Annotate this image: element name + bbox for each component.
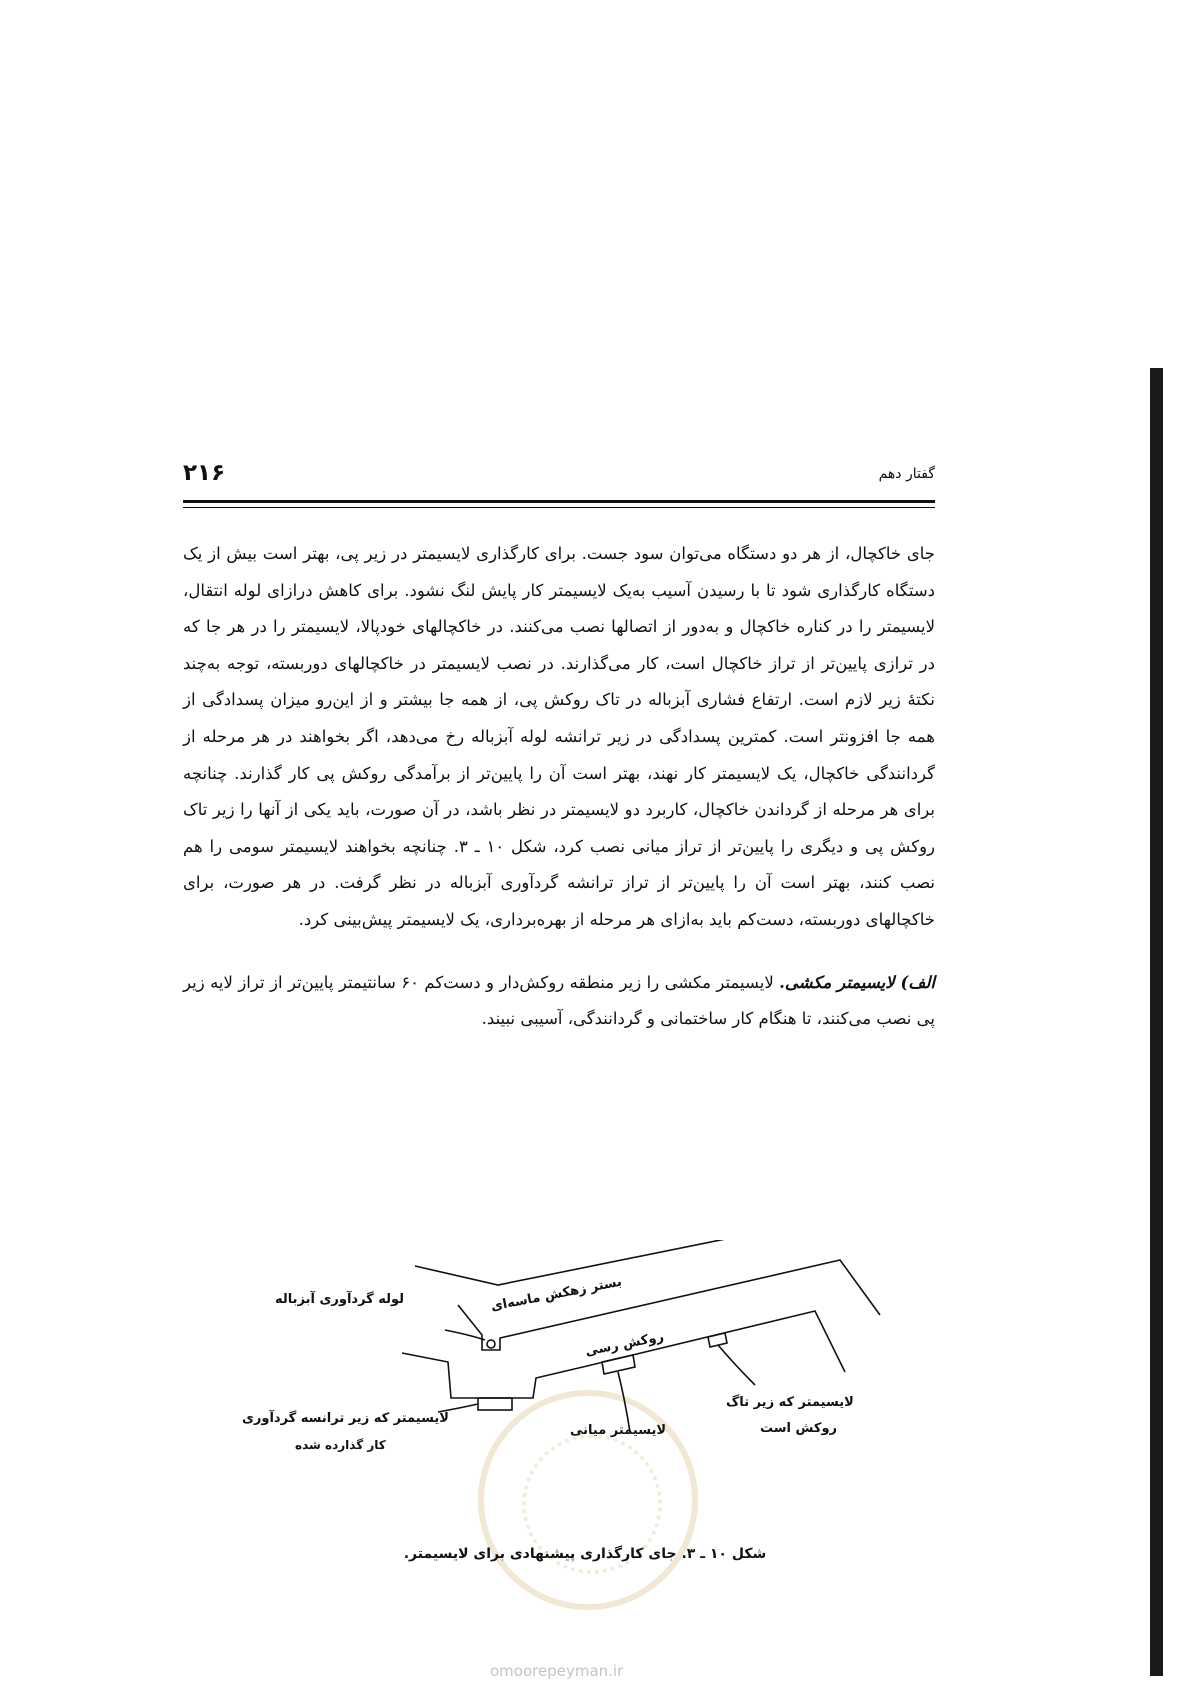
label-sand-bed: بستر زهکش ماسه‌ای xyxy=(489,1274,624,1315)
figure-caption: شکل ۱۰ ـ ۳. جای کارگذاری پیشنهادی برای لایسیمتر. xyxy=(403,1546,767,1562)
label-crest-lysimeter-line-2: روکش است xyxy=(760,1421,838,1436)
label-trench-lysimeter-line-2: کار گذارده شده xyxy=(295,1438,386,1452)
running-head: گفتار دهم xyxy=(878,466,935,482)
paragraph-1: جای خاکچال، از هر دو دستگاه می‌توان سود جست. برای کارگذاری لایسیمتر در زیر پی، بهتر است بیش از یک دستگاه کارگذاری شود تا با رسیدن آسیب به‌یک لایسیمتر کار پایش لنگ نشود. برای کاهش درازای لوله انتقال، لایسیمتر را در کناره خاکچال و به‌دور از اتصالها نصب می‌کنند. در خاکچالهای خودپالا، لایسیمتر را در هر جا که در ترازی پایین‌تر از تراز خاکچال است، کار می‌گذارند. در نصب لایسیمتر در خاکچالهای دوربسته، توجه به‌چند نکتهٔ زیر لازم است. ارتفاع فشاری آبزباله در تاک روکش پی، از همه جا بیشتر و از این‌رو میزان پسدادگی از همه جا افزونتر است. کمترین پسدادگی در زیر ترانشه لوله آبزباله رخ می‌دهد، اگر بخواهند در هر مرحله از گردانندگی خاکچال، یک لایسیمتر کار نهند، بهتر است آن را پایین‌تر از برآمدگی روکش پی کار گذارند. چنانچه برای هر مرحله از گرداندن خاکچال، کاربرد دو لایسیمتر در نظر باشد، در آن صورت، باید یکی از آنها را زیر تاک روکش پی و دیگری را پایین‌تر از تراز میانی نصب کرد، شکل ۱۰ ـ ۳. چنانچه بخواهند لایسیمتر سومی را هم نصب کنند، بهتر است آن را پایین‌تر از تراز ترانشه گردآوری آبزباله در نظر گرفت. در هر صورت، برای خاکچالهای دوربسته، دست‌کم باید به‌ازای هر مرحله از بهره‌برداری، یک لایسیمتر پیش‌بینی کرد. xyxy=(183,544,936,929)
trench-lysimeter-box xyxy=(478,1398,512,1410)
watermark-url: omoorepeyman.ir xyxy=(490,1662,624,1680)
page-header xyxy=(183,460,935,500)
header-rule-thick xyxy=(183,500,935,503)
label-collection-pipe: لوله گردآوری آبزباله xyxy=(275,1292,405,1307)
leader-crest xyxy=(718,1345,755,1385)
page-number: ۲۱۶ xyxy=(183,460,226,486)
label-middle-lysimeter: لایسیمتر میانی xyxy=(570,1423,667,1438)
paragraph-2 xyxy=(183,965,935,1038)
paragraph-2-text: لایسیمتر مکشی را زیر منطقه روکش‌دار و دست‌کم ۶۰ سانتیمتر پایین‌تر از تراز لایه زیر پی نصب می‌کنند، تا هنگام کار ساختمانی و گردانندگی، آسیبی نبیند. xyxy=(183,972,935,1029)
page-edge-scan-bar xyxy=(1150,368,1163,1676)
label-clay-liner: روکش رسی xyxy=(584,1329,666,1360)
label-crest-lysimeter-line-1: لایسیمتر که زیر تاگ xyxy=(726,1395,854,1410)
collection-pipe-icon xyxy=(487,1340,495,1348)
paragraph-2-heading: الف) لایسیمتر مکشی. xyxy=(779,972,935,992)
label-trench-lysimeter-line-1: لایسیمتر که زیر ترانسه گردآوری xyxy=(242,1411,449,1426)
crest-lysimeter-box xyxy=(708,1333,727,1347)
header-rule-thin xyxy=(183,507,935,508)
body-text xyxy=(183,536,935,1038)
figure-lysimeter-placement xyxy=(240,1240,920,1570)
